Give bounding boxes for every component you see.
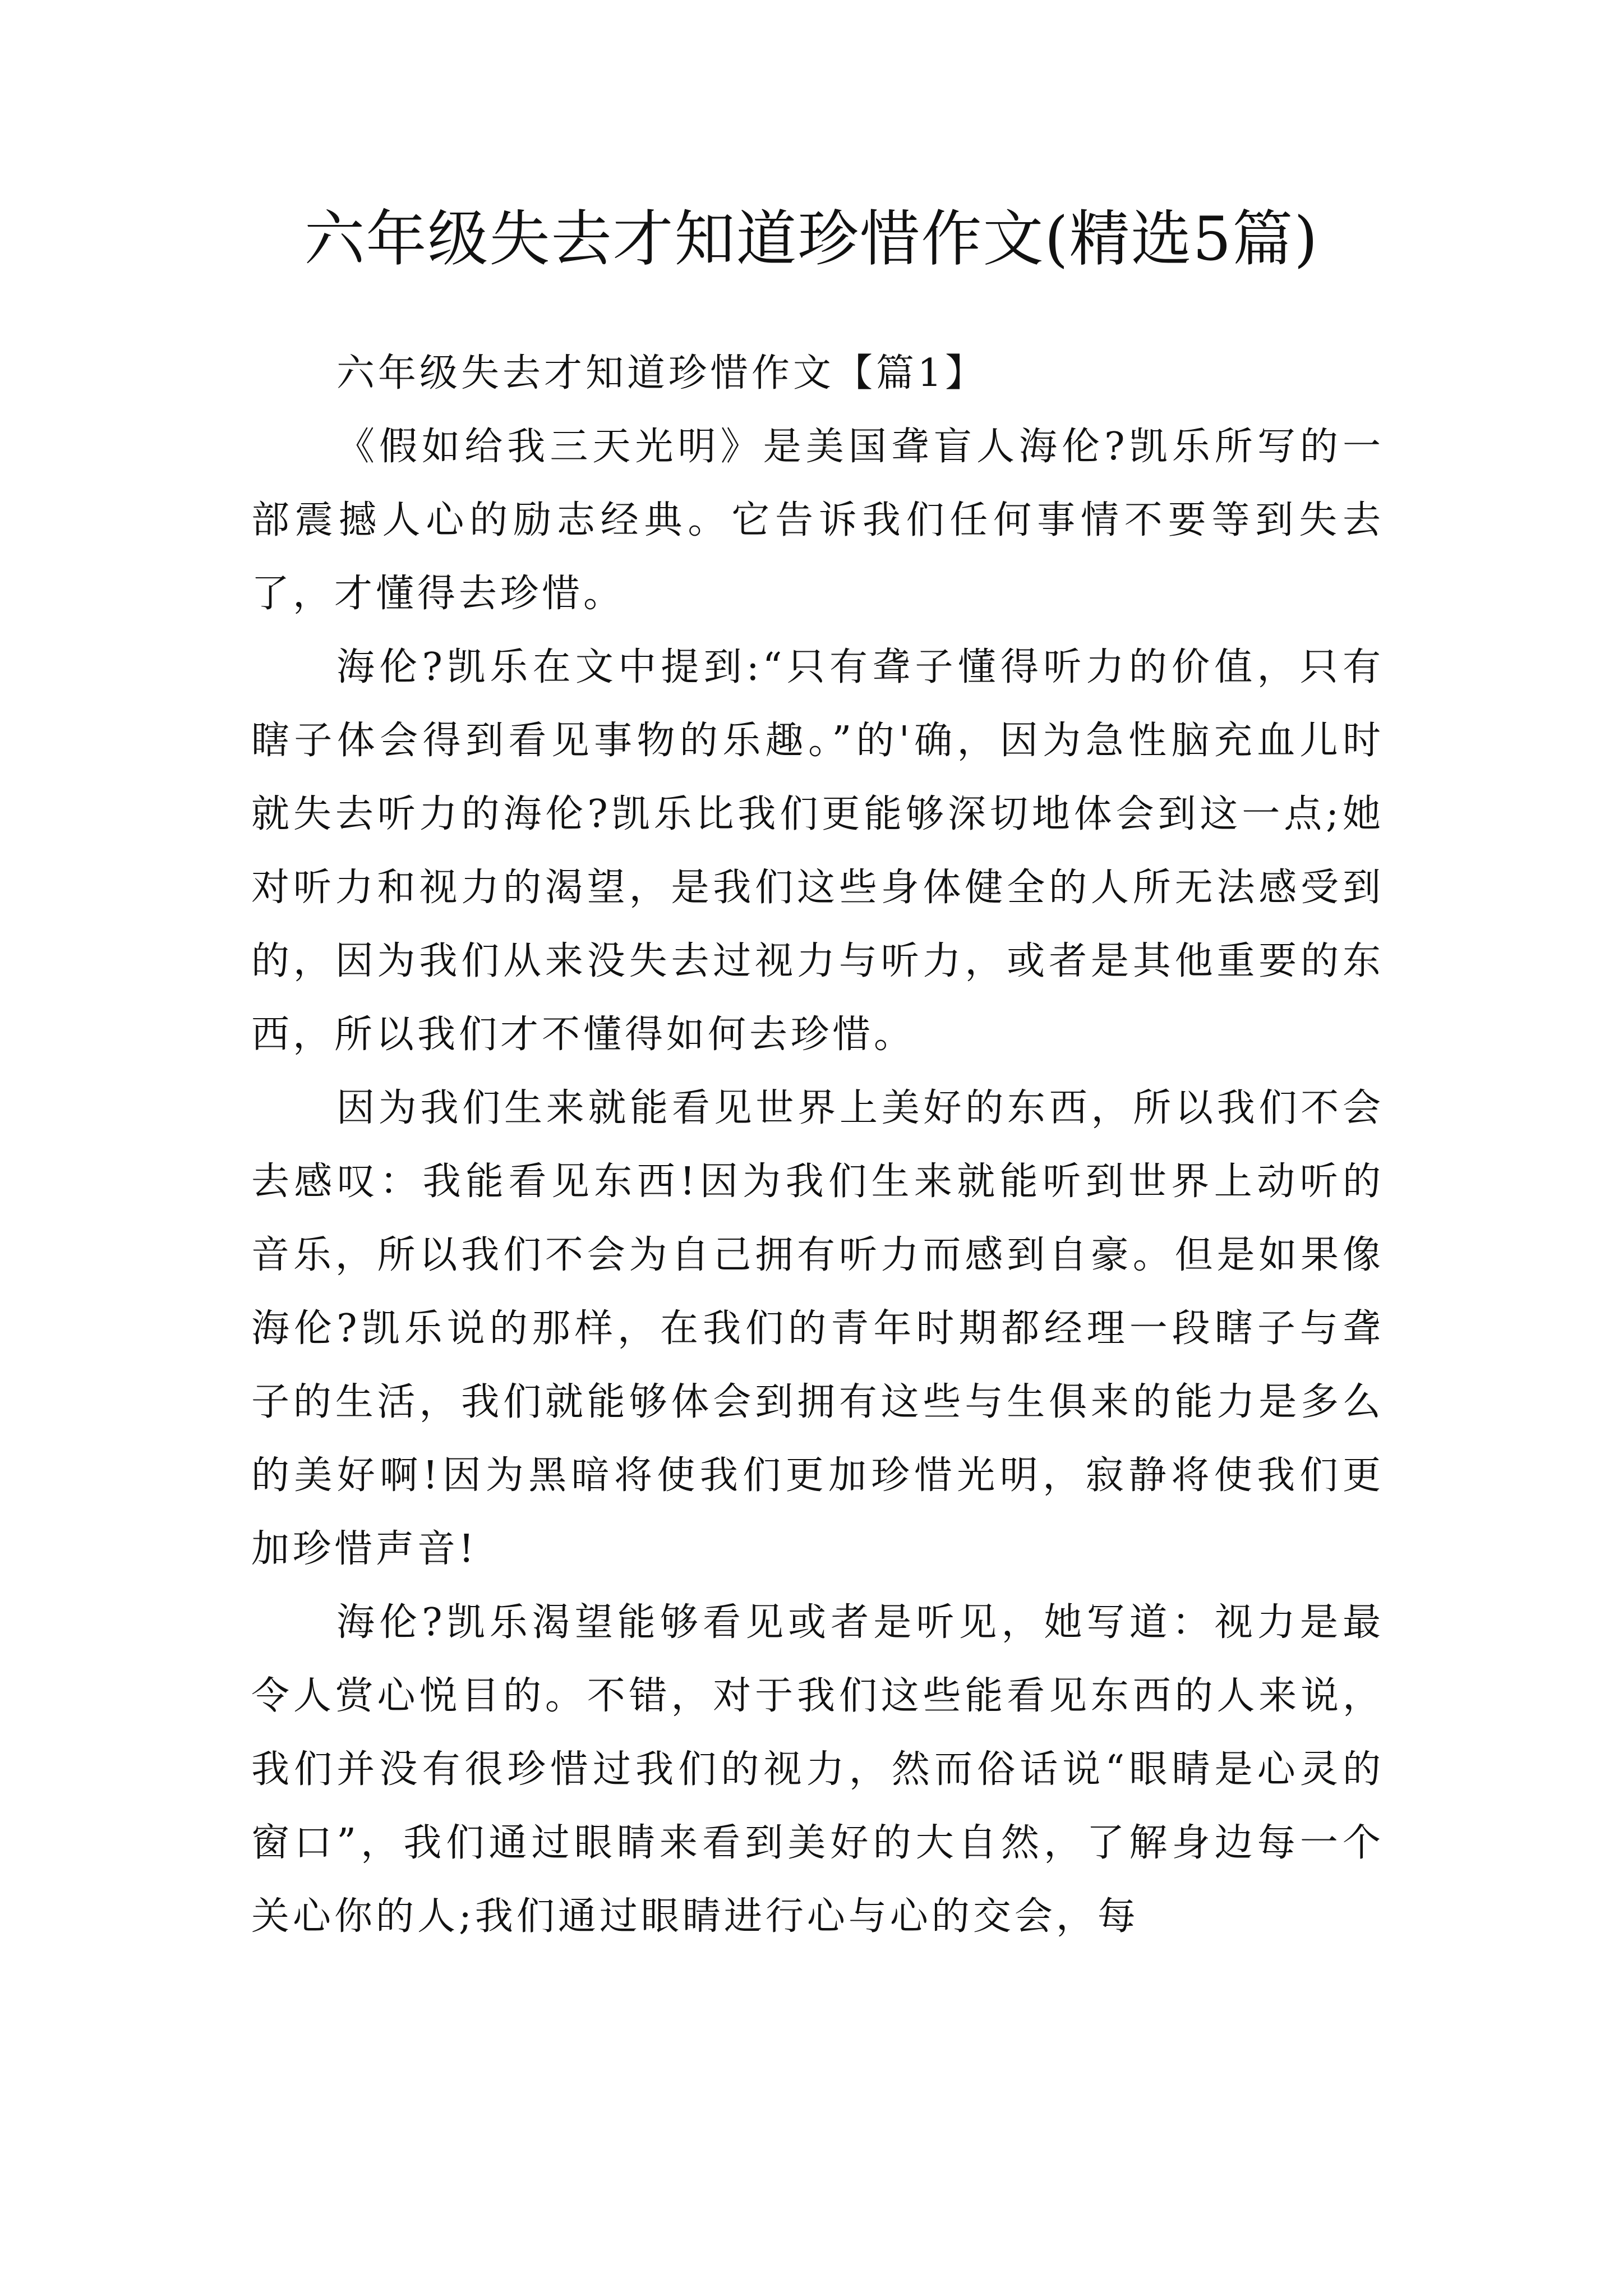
document-body xyxy=(251,337,1384,1953)
section-heading: 六年级失去才知道珍惜作文【篇1】 xyxy=(336,351,987,395)
paragraph-4: 海伦?凯乐渴望能够看见或者是听见，她写道：视力是最令人赏心悦目的。不错，对于我们这些能看见东西的人来说，我们并没有很珍惜过我们的视力，然而俗话说“眼睛是心灵的窗口”，我们通过眼睛来看到美好的大自然，了解身边每一个关心你的人;我们通过眼睛进行心与心的交会，每 xyxy=(251,1600,1384,1939)
document-title: 六年级失去才知道珍惜作文(精选5篇) xyxy=(304,204,1319,274)
paragraph-1: 《假如给我三天光明》是美国聋盲人海伦?凯乐所写的一部震撼人心的励志经典。它告诉我们任何事情不要等到失去了，才懂得去珍惜。 xyxy=(251,425,1384,616)
paragraph-2: 海伦?凯乐在文中提到:“只有聋子懂得听力的价值，只有瞎子体会得到看见事物的乐趣。”的'确，因为急性脑充血儿时就失去听力的海伦?凯乐比我们更能够深切地体会到这一点;她对听力和视力的渴望，是我们这些身体健全的人所无法感受到的，因为我们从来没失去过视力与听力，或者是其他重要的东西，所以我们才不懂得如何去珍惜。 xyxy=(251,645,1384,1057)
paragraph-3: 因为我们生来就能看见世界上美好的东西，所以我们不会去感叹：我能看见东西!因为我们生来就能听到世界上动听的音乐，所以我们不会为自己拥有听力而感到自豪。但是如果像海伦?凯乐说的那样，在我们的青年时期都经理一段瞎子与聋子的生活，我们就能够体会到拥有这些与生俱来的能力是多么的美好啊!因为黑暗将使我们更加珍惜光明，寂静将使我们更加珍惜声音! xyxy=(251,1086,1384,1571)
